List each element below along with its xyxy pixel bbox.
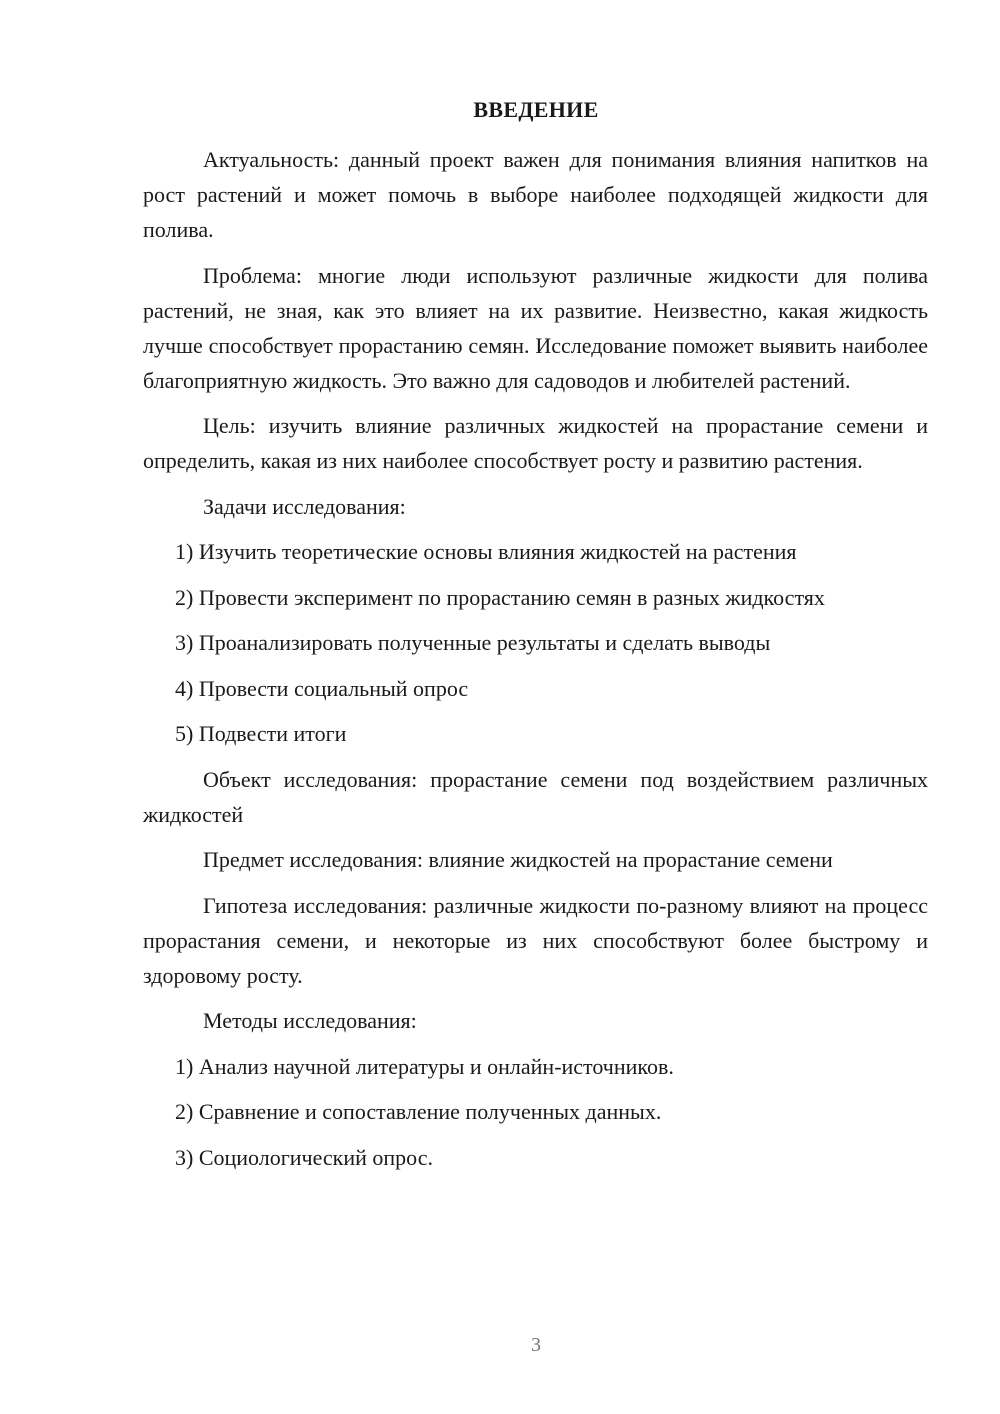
document-body: [143, 142, 928, 1175]
task-item: 5) Подвести итоги: [175, 721, 347, 746]
subject-paragraph: Предмет исследования: влияние жидкостей на прорастание семени: [203, 847, 833, 872]
hypothesis-paragraph: Гипотеза исследования: различные жидкости по-разному влияют на процесс прорастания семени, и некоторые из них способствуют более быстрому и здоровому росту.: [143, 892, 928, 988]
task-item: 4) Провести социальный опрос: [175, 675, 469, 701]
method-item: 1) Анализ научной литературы и онлайн-источников.: [175, 1053, 674, 1079]
problem-paragraph: Проблема: многие люди используют различные жидкости для полива растений, не зная, как это влияет на их развитие. Неизвестно, какая жидкость лучше способствует прорастанию семян. Исследование поможет выявить наиболее благоприятную жидкость. Это важно для садоводов и любителей растений.: [143, 262, 928, 393]
method-item: 2) Сравнение и сопоставление полученных данных.: [175, 1099, 662, 1124]
task-item: 1) Изучить теоретические основы влияния жидкостей на растения: [175, 539, 797, 564]
goal-paragraph: Цель: изучить влияние различных жидкостей на прорастание семени и определить, какая из них наиболее способствует росту и развитию растения.: [143, 413, 928, 473]
page-title: ВВЕДЕНИЕ: [473, 97, 599, 122]
task-item: 2) Провести эксперимент по прорастанию семян в разных жидкостях: [175, 584, 825, 610]
relevance-paragraph: Актуальность: данный проект важен для понимания влияния напитков на рост растений и может помочь в выборе наиболее подходящей жидкости для полива.: [143, 147, 928, 242]
method-item: 3) Социологический опрос.: [175, 1144, 433, 1170]
object-paragraph: Объект исследования: прорастание семени под воздействием различных жидкостей: [143, 766, 928, 827]
task-item: 3) Проанализировать полученные результаты и сделать выводы: [175, 630, 771, 655]
tasks-heading: Задачи исследования:: [203, 493, 406, 519]
methods-heading: Методы исследования:: [203, 1008, 417, 1033]
page-number: 3: [531, 1334, 541, 1356]
